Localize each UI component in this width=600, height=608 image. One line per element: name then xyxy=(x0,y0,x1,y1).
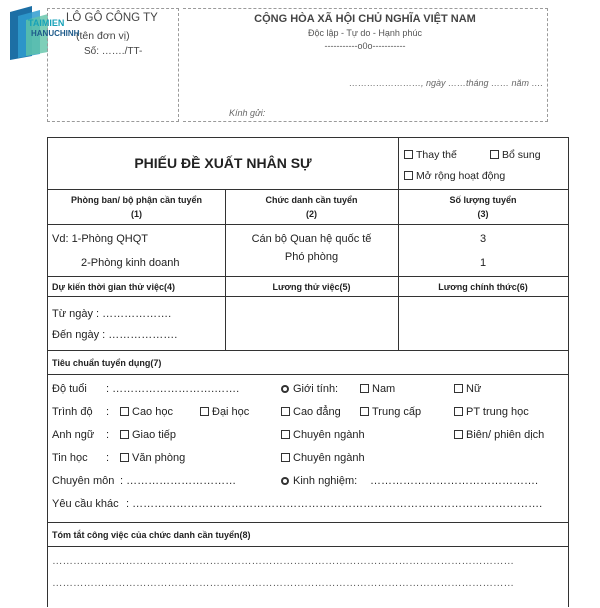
eng-translation[interactable]: Biên/ phiên dịch xyxy=(454,429,544,441)
eng-specialized[interactable]: Chuyên ngành xyxy=(281,429,365,441)
probation-values-row xyxy=(48,297,568,351)
checkbox-icon[interactable] xyxy=(120,430,129,439)
official-salary-head: Lương chính thức(6) xyxy=(438,282,528,292)
checkbox-icon[interactable] xyxy=(120,407,129,416)
english-label: Anh ngữ xyxy=(52,429,95,441)
it-label: Tin học xyxy=(52,452,88,464)
example-dept-2: 2-Phòng kinh doanh xyxy=(81,257,180,269)
title-head: Chức danh cần tuyển xyxy=(265,195,358,205)
eng-communication[interactable]: Giao tiếp xyxy=(120,429,176,441)
criteria-header-row xyxy=(48,351,568,375)
example-row xyxy=(48,225,568,277)
date-line: ……………………, ngày ……tháng …… năm …. xyxy=(348,78,543,88)
checkbox-icon[interactable] xyxy=(281,407,290,416)
checkbox-icon[interactable] xyxy=(200,407,209,416)
nation-title: CỘNG HÒA XÃ HỘI CHỦ NGHĨA VIỆT NAM xyxy=(254,13,476,25)
it-specialized[interactable]: Chuyên ngành xyxy=(281,452,365,464)
criteria-head: Tiêu chuẩn tuyển dụng(7) xyxy=(52,358,162,368)
motto: Độc lập - Tự do - Hạnh phúc xyxy=(308,28,422,38)
unit-name: (tên đơn vị) xyxy=(76,30,130,42)
summary-line-2[interactable]: …………………………………………………………………………………………………………………… xyxy=(52,577,514,589)
checkbox-icon[interactable] xyxy=(404,171,413,180)
checkbox-icon[interactable] xyxy=(360,407,369,416)
gender-female[interactable]: Nữ xyxy=(454,383,481,395)
it-office[interactable]: Văn phòng xyxy=(120,452,185,464)
watermark-line2: HANUCHINH xyxy=(31,29,80,38)
watermark-line1: TAIMIEN xyxy=(28,18,65,28)
from-date-field[interactable]: Từ ngày : ………………. xyxy=(52,308,172,320)
checkbox-icon[interactable] xyxy=(281,430,290,439)
summary-line-1[interactable]: …………………………………………………………………………………………………………………… xyxy=(52,555,514,567)
edu-label: Trình độ xyxy=(52,406,93,418)
checkbox-icon[interactable] xyxy=(454,407,463,416)
example-qty-2: 1 xyxy=(479,257,487,269)
probation-time-head: Dự kiến thời gian thử việc(4) xyxy=(52,282,175,292)
to-date-field[interactable]: Đến ngày : ………………. xyxy=(52,329,178,341)
experience-dots[interactable]: ………………………………………. xyxy=(370,475,539,487)
checkbox-icon[interactable] xyxy=(281,453,290,462)
form-title: PHIẾU ĐỀ XUẤT NHÂN SỰ xyxy=(134,155,312,171)
example-title-2: Phó phòng xyxy=(284,251,339,263)
probation-header-row xyxy=(48,277,568,297)
edu-intermediate[interactable]: Trung cấp xyxy=(360,406,421,418)
probation-salary-head: Lương thử việc(5) xyxy=(272,282,351,292)
edu-university[interactable]: Đại học xyxy=(200,406,249,418)
qty-num: (3) xyxy=(477,209,489,219)
example-qty-1: 3 xyxy=(479,233,487,245)
national-header-box xyxy=(183,8,548,122)
edu-college[interactable]: Cao đẳng xyxy=(281,406,341,418)
company-logo-text: LÔ GÔ CÔNG TY xyxy=(66,12,158,24)
edu-grad[interactable]: Cao học xyxy=(120,406,173,418)
summary-header-row xyxy=(48,523,568,547)
major-label: Chuyên môn xyxy=(52,475,115,487)
bullet-icon xyxy=(281,385,289,393)
summary-body xyxy=(48,547,568,608)
experience-field: Kinh nghiệm: xyxy=(281,475,357,487)
age-label: Độ tuổi xyxy=(52,383,87,395)
dept-num: (1) xyxy=(131,209,142,219)
other-label: Yêu cầu khác xyxy=(52,498,119,510)
motto-divider: -----------o0o----------- xyxy=(324,41,406,51)
option-replace[interactable]: Thay thế xyxy=(404,149,457,161)
checkbox-icon[interactable] xyxy=(360,384,369,393)
document-number: Số: ……./TT- xyxy=(84,46,143,57)
option-expand[interactable]: Mở rộng hoạt động xyxy=(404,170,505,182)
form-title-row xyxy=(48,138,568,190)
checkbox-icon[interactable] xyxy=(404,150,413,159)
dept-head: Phòng ban/ bộ phận cần tuyển xyxy=(70,195,202,205)
recruitment-form xyxy=(47,137,569,607)
other-field[interactable]: : …………………………………………………………………………………………………. xyxy=(126,498,543,510)
checkbox-icon[interactable] xyxy=(454,384,463,393)
age-field[interactable]: : ……………………….……. xyxy=(106,383,240,395)
checkbox-icon[interactable] xyxy=(120,453,129,462)
gender-field: Giới tính: xyxy=(281,383,338,395)
qty-head: Số lượng tuyển xyxy=(449,195,517,205)
title-num: (2) xyxy=(306,209,317,219)
example-title-1: Cán bộ Quan hệ quốc tế xyxy=(251,233,372,245)
checkbox-icon[interactable] xyxy=(490,150,499,159)
gender-male[interactable]: Nam xyxy=(360,383,395,395)
company-header-box xyxy=(47,8,179,122)
edu-highschool[interactable]: PT trung học xyxy=(454,406,529,418)
criteria-body: Độ tuổi : ……………………….……. Giới tính: Nam Nữ Trình độ : Cao học Đại học Cao đẳng Trung cấp PT trung học Anh ngữ : Giao tiếp Chuyên ngành Biên/ phiên dịch Tin học : Văn phòng Chuyên ngành Chuyên môn : ………………………… Kinh nghiệm: ………………………………………. Yêu cầu khác : …………………………………………………………………………………………………. xyxy=(48,375,568,523)
major-field[interactable]: : ………………………… xyxy=(120,475,237,487)
recipient-label: Kính gửi: xyxy=(229,108,266,118)
example-dept-1: Vd: 1-Phòng QHQT xyxy=(52,233,148,245)
bullet-icon xyxy=(281,477,289,485)
checkbox-icon[interactable] xyxy=(454,430,463,439)
summary-head: Tóm tắt công việc của chức danh cần tuyển(8) xyxy=(52,530,251,540)
option-supplement[interactable]: Bổ sung xyxy=(490,149,541,161)
column-header-row xyxy=(48,190,568,225)
